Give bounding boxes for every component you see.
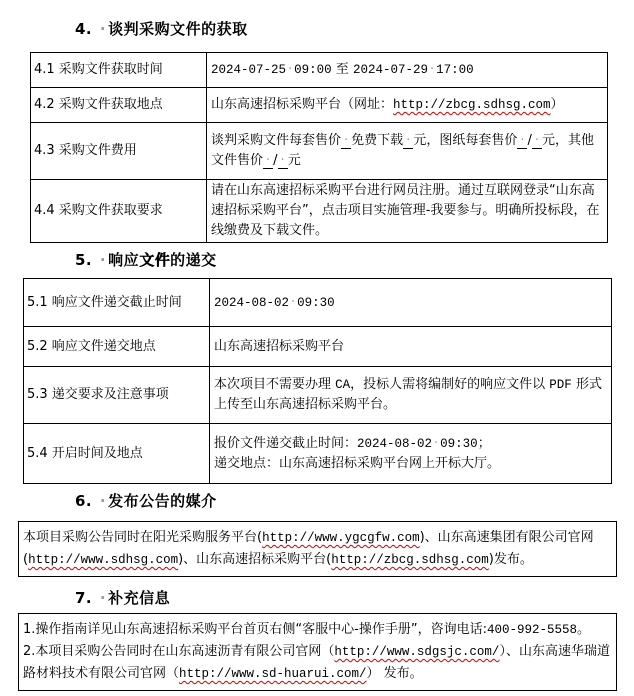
text-segment-plain: )、山东高速集团有限公司官网( — [23, 530, 594, 567]
text-segment-plain: 补充信息 — [108, 589, 171, 607]
text-segment-plain: 响应 — [108, 251, 140, 269]
text-segment-mark: · — [429, 62, 435, 77]
procurement-file-table — [30, 52, 608, 243]
text-segment-plain: 山东高速招标采购平台（网址： — [211, 97, 394, 112]
row-label-4-2: 4.2 采购文件获取地点 — [31, 88, 207, 123]
text-segment-plain: ； — [477, 435, 491, 451]
text-segment-plain: 递交地点：山东高速招标采购平台网上开标大厅。 — [214, 455, 501, 471]
text-segment-plain: 6. — [75, 492, 98, 510]
section-7-heading — [75, 589, 634, 608]
text-segment-blank: · — [517, 134, 527, 149]
text-segment-num: PDF — [549, 378, 572, 392]
row-value-4-2 — [207, 88, 608, 123]
text-segment-mark: · — [99, 251, 107, 269]
row-value-4-3 — [207, 123, 608, 180]
text-segment-url: http://www.sdgsjc.com/ — [334, 645, 500, 659]
response-file-table — [23, 278, 612, 484]
text-segment-plain: 4. — [75, 20, 98, 38]
text-segment-url: http://zbcg.sdhsg.com — [331, 553, 489, 567]
text-segment-mark: · — [99, 589, 107, 607]
text-segment-mark: · — [99, 20, 107, 38]
text-segment-plain: 谈判采购文件的获取 — [108, 20, 248, 38]
text-segment-url: http://zbcg.sdhsg.com — [393, 98, 551, 112]
table-row — [31, 123, 608, 180]
table-row — [31, 180, 608, 243]
text-segment-plain: 元，其他文件售价 — [211, 133, 595, 168]
text-segment-num: 2024-08-02 — [357, 436, 433, 451]
text-segment-blank: · — [403, 134, 413, 149]
announcement-media-box — [18, 521, 617, 577]
table-row — [31, 88, 608, 123]
text-segment-plain: ，投标人需将编制好的响应文件以 — [350, 377, 550, 392]
table-row — [24, 327, 612, 367]
table-row — [24, 424, 612, 484]
document-page — [0, 20, 634, 696]
text-segment-num: CA — [335, 378, 351, 392]
row-value-5-3 — [210, 367, 612, 424]
row-label-5-2: 5.2 响应文件递交地点 — [24, 327, 210, 367]
section-6-heading — [75, 492, 634, 511]
text-segment-mark: · — [291, 294, 296, 310]
row-value-4-4 — [207, 180, 608, 243]
text-segment-num: 2024-07-25 — [211, 63, 287, 77]
text-segment-plain: 1.操作指南详见山东高速招标采购平台首页右侧“客服中心-操作手册”，咨询电话: — [23, 622, 487, 637]
text-segment-plain: 免费下载 — [351, 133, 404, 148]
text-segment-plain: 发布公告的媒介 — [108, 492, 217, 510]
text-segment-plain: ）、山东高速华瑞道路材料技术有限公司官网（ — [23, 644, 610, 681]
text-segment-blank: · — [532, 134, 542, 149]
text-segment-plain: 元，图纸每套售价 — [413, 133, 518, 148]
text-segment-plain: )、山东高速招标采购平台( — [178, 552, 332, 567]
text-segment-plain: 谈判采购文件每套售价 — [211, 133, 342, 148]
text-segment-num: 17:00 — [436, 63, 474, 77]
text-segment-num: 09:00 — [294, 63, 332, 77]
text-segment-plain: 请在山东高速招标采购平台进行网员注册。通过互联网登录“山东高速招标采购平台”，点击项目实施管理-我要参与。明确所投标段，在线缴费及下载文件。 — [211, 183, 600, 238]
text-segment-num: 2024-08-02 — [214, 295, 290, 310]
text-segment-url: http://www.ygcgfw.com — [262, 531, 420, 545]
text-segment-blank: · — [341, 134, 351, 149]
text-segment-plain: 7. — [75, 589, 98, 607]
text-segment-plain: 5. — [75, 251, 98, 269]
text-segment-xbold: 文件 — [139, 251, 171, 269]
table-row — [24, 279, 612, 327]
text-segment-mark: · — [288, 62, 293, 77]
text-segment-plain: 的递交 — [170, 251, 217, 269]
text-segment-plain: / — [273, 153, 278, 168]
row-value-5-2 — [210, 327, 612, 367]
text-segment-num: 09:30 — [297, 295, 335, 310]
row-value-5-1 — [210, 279, 612, 327]
text-segment-plain: 元 — [287, 153, 301, 168]
table-row — [31, 53, 608, 88]
text-segment-num: 09:30 — [440, 436, 478, 451]
text-segment-plain: 本项目采购公告同时在阳光采购服务平台( — [23, 530, 263, 545]
row-value-5-4 — [210, 424, 612, 484]
text-segment-plain: ） — [550, 97, 564, 112]
text-segment-num: 2024-07-29 — [352, 63, 428, 77]
text-segment-plain: 山东高速招标采购平台 — [214, 338, 345, 354]
section-5-heading — [75, 251, 634, 270]
row-label-5-4: 5.4 开启时间及地点 — [24, 424, 210, 484]
row-value-4-1 — [207, 53, 608, 88]
text-segment-blank: · — [263, 154, 273, 169]
supplementary-info-box — [18, 613, 617, 691]
text-segment-num: 400-992-5558 — [486, 623, 577, 637]
text-segment-blank: · — [278, 154, 288, 169]
text-segment-plain: ） 发布。 — [366, 666, 423, 681]
row-label-4-4: 4.4 采购文件获取要求 — [31, 180, 207, 243]
row-label-4-1: 4.1 采购文件获取时间 — [31, 53, 207, 88]
row-label-5-3: 5.3 递交要求及注意事项 — [24, 367, 210, 424]
text-segment-mark: · — [99, 492, 107, 510]
text-segment-plain: 。 — [576, 622, 590, 637]
row-label-5-1: 5.1 响应文件递交截止时间 — [24, 279, 210, 327]
text-segment-url: http://www.sdhsg.com — [28, 553, 179, 567]
text-segment-mark: · — [434, 435, 439, 451]
text-segment-plain: 2.本项目采购公告同时在山东高速沥青有限公司官网（ — [23, 644, 335, 659]
text-segment-plain: 至 — [331, 62, 353, 77]
text-segment-plain: / — [527, 133, 532, 148]
text-segment-plain: 形式上传至山东高速招标采购平台。 — [214, 377, 602, 412]
text-segment-url: http://www.sd-huarui.com/ — [179, 667, 367, 681]
text-segment-plain: )发布。 — [488, 552, 533, 567]
text-segment-plain: 报价文件递交截止时间： — [214, 435, 358, 451]
row-label-4-3: 4.3 采购文件费用 — [31, 123, 207, 180]
section-4-heading — [75, 20, 634, 39]
table-row — [24, 367, 612, 424]
text-segment-plain: 本次项目不需要办理 — [214, 377, 336, 392]
